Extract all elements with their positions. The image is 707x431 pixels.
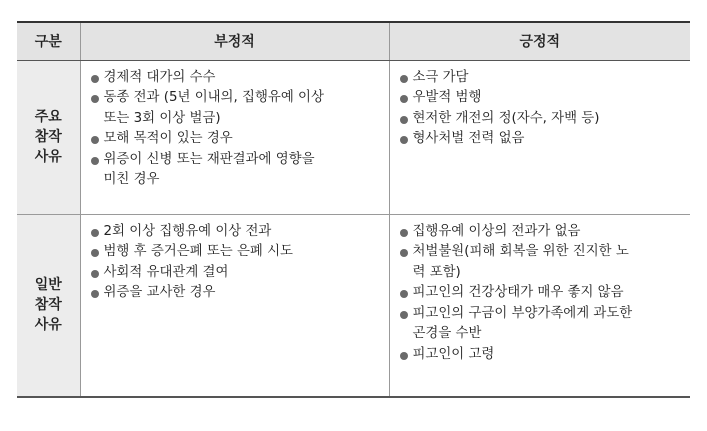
- list-item-line: 피고인의 건강상태가 매우 좋지 않음: [412, 285, 624, 300]
- list-item: [400, 109, 683, 130]
- list-item-line: 현저한 개전의 정(자수, 자백 등): [412, 110, 600, 126]
- category-line: 사유: [34, 149, 62, 165]
- list-item-line: 형사처벌 전력 없음: [412, 131, 525, 146]
- general-negative-list: [91, 222, 381, 304]
- list-item: [400, 129, 683, 150]
- category-line: 사유: [34, 317, 62, 334]
- list-item: [400, 222, 683, 243]
- list-item: [91, 68, 381, 89]
- list-item-line: 위증을 교사한 경우: [103, 285, 216, 300]
- row-general-factors: [17, 214, 690, 397]
- sentencing-factors-table: [17, 21, 690, 398]
- list-item-line: 범행 후 증거은폐 또는 은폐 시도: [103, 244, 293, 259]
- list-item: [400, 68, 683, 89]
- list-item-line: 피고인의 구금이 부양가족에게 과도한: [412, 305, 633, 321]
- list-item: [91, 242, 381, 263]
- list-item: [400, 88, 683, 109]
- list-item-line: 2회 이상 집행유예 이상 전과: [103, 223, 272, 239]
- main-positive-list: [400, 68, 683, 150]
- list-item: [400, 304, 683, 345]
- header-row: [17, 22, 690, 60]
- general-positive-list: [400, 222, 683, 366]
- category-general-factors: [17, 214, 80, 397]
- list-item-line: 우발적 범행: [412, 90, 482, 105]
- list-item-line: 동종 전과 (5년 이내의, 집행유예 이상: [103, 90, 324, 105]
- list-item-line: 피고인이 고령: [412, 346, 495, 362]
- general-positive-cell: [389, 214, 690, 397]
- list-item-line: 력 포함): [412, 264, 461, 280]
- list-item-line: 경제적 대가의 수수: [103, 69, 216, 85]
- header-positive: 긍정적: [389, 22, 690, 60]
- list-item-line: 미친 경우: [103, 172, 160, 187]
- row-main-factors: [17, 60, 690, 214]
- list-item: [91, 222, 381, 243]
- list-item: [400, 242, 683, 283]
- main-positive-cell: [389, 60, 690, 214]
- list-item-line: 처벌불원(피해 회복을 위한 진지한 노: [412, 244, 629, 259]
- category-line: 일반: [34, 277, 62, 294]
- category-line: 주요: [34, 109, 62, 125]
- main-negative-cell: [80, 60, 389, 214]
- list-item: [91, 283, 381, 304]
- list-item-line: 소극 가담: [412, 69, 469, 85]
- list-item: [400, 345, 683, 366]
- category-line: 참작: [34, 297, 62, 314]
- list-item: [91, 150, 381, 191]
- general-negative-cell: [80, 214, 389, 397]
- header-category: 구분: [17, 22, 80, 60]
- list-item: [91, 129, 381, 150]
- header-negative: 부정적: [80, 22, 389, 60]
- list-item: [400, 283, 683, 304]
- list-item: [91, 263, 381, 284]
- main-negative-list: [91, 68, 381, 191]
- list-item-line: 위증이 신병 또는 재판결과에 영향을: [103, 151, 315, 167]
- list-item-line: 또는 3회 이상 벌금): [103, 110, 221, 126]
- list-item-line: 집행유예 이상의 전과가 없음: [412, 223, 581, 239]
- category-line: 참작: [34, 129, 62, 145]
- list-item-line: 모해 목적이 있는 경우: [103, 131, 233, 146]
- list-item: [91, 88, 381, 129]
- list-item-line: 곤경을 수반: [412, 326, 482, 341]
- category-main-factors: [17, 60, 80, 214]
- list-item-line: 사회적 유대관계 결여: [103, 264, 229, 280]
